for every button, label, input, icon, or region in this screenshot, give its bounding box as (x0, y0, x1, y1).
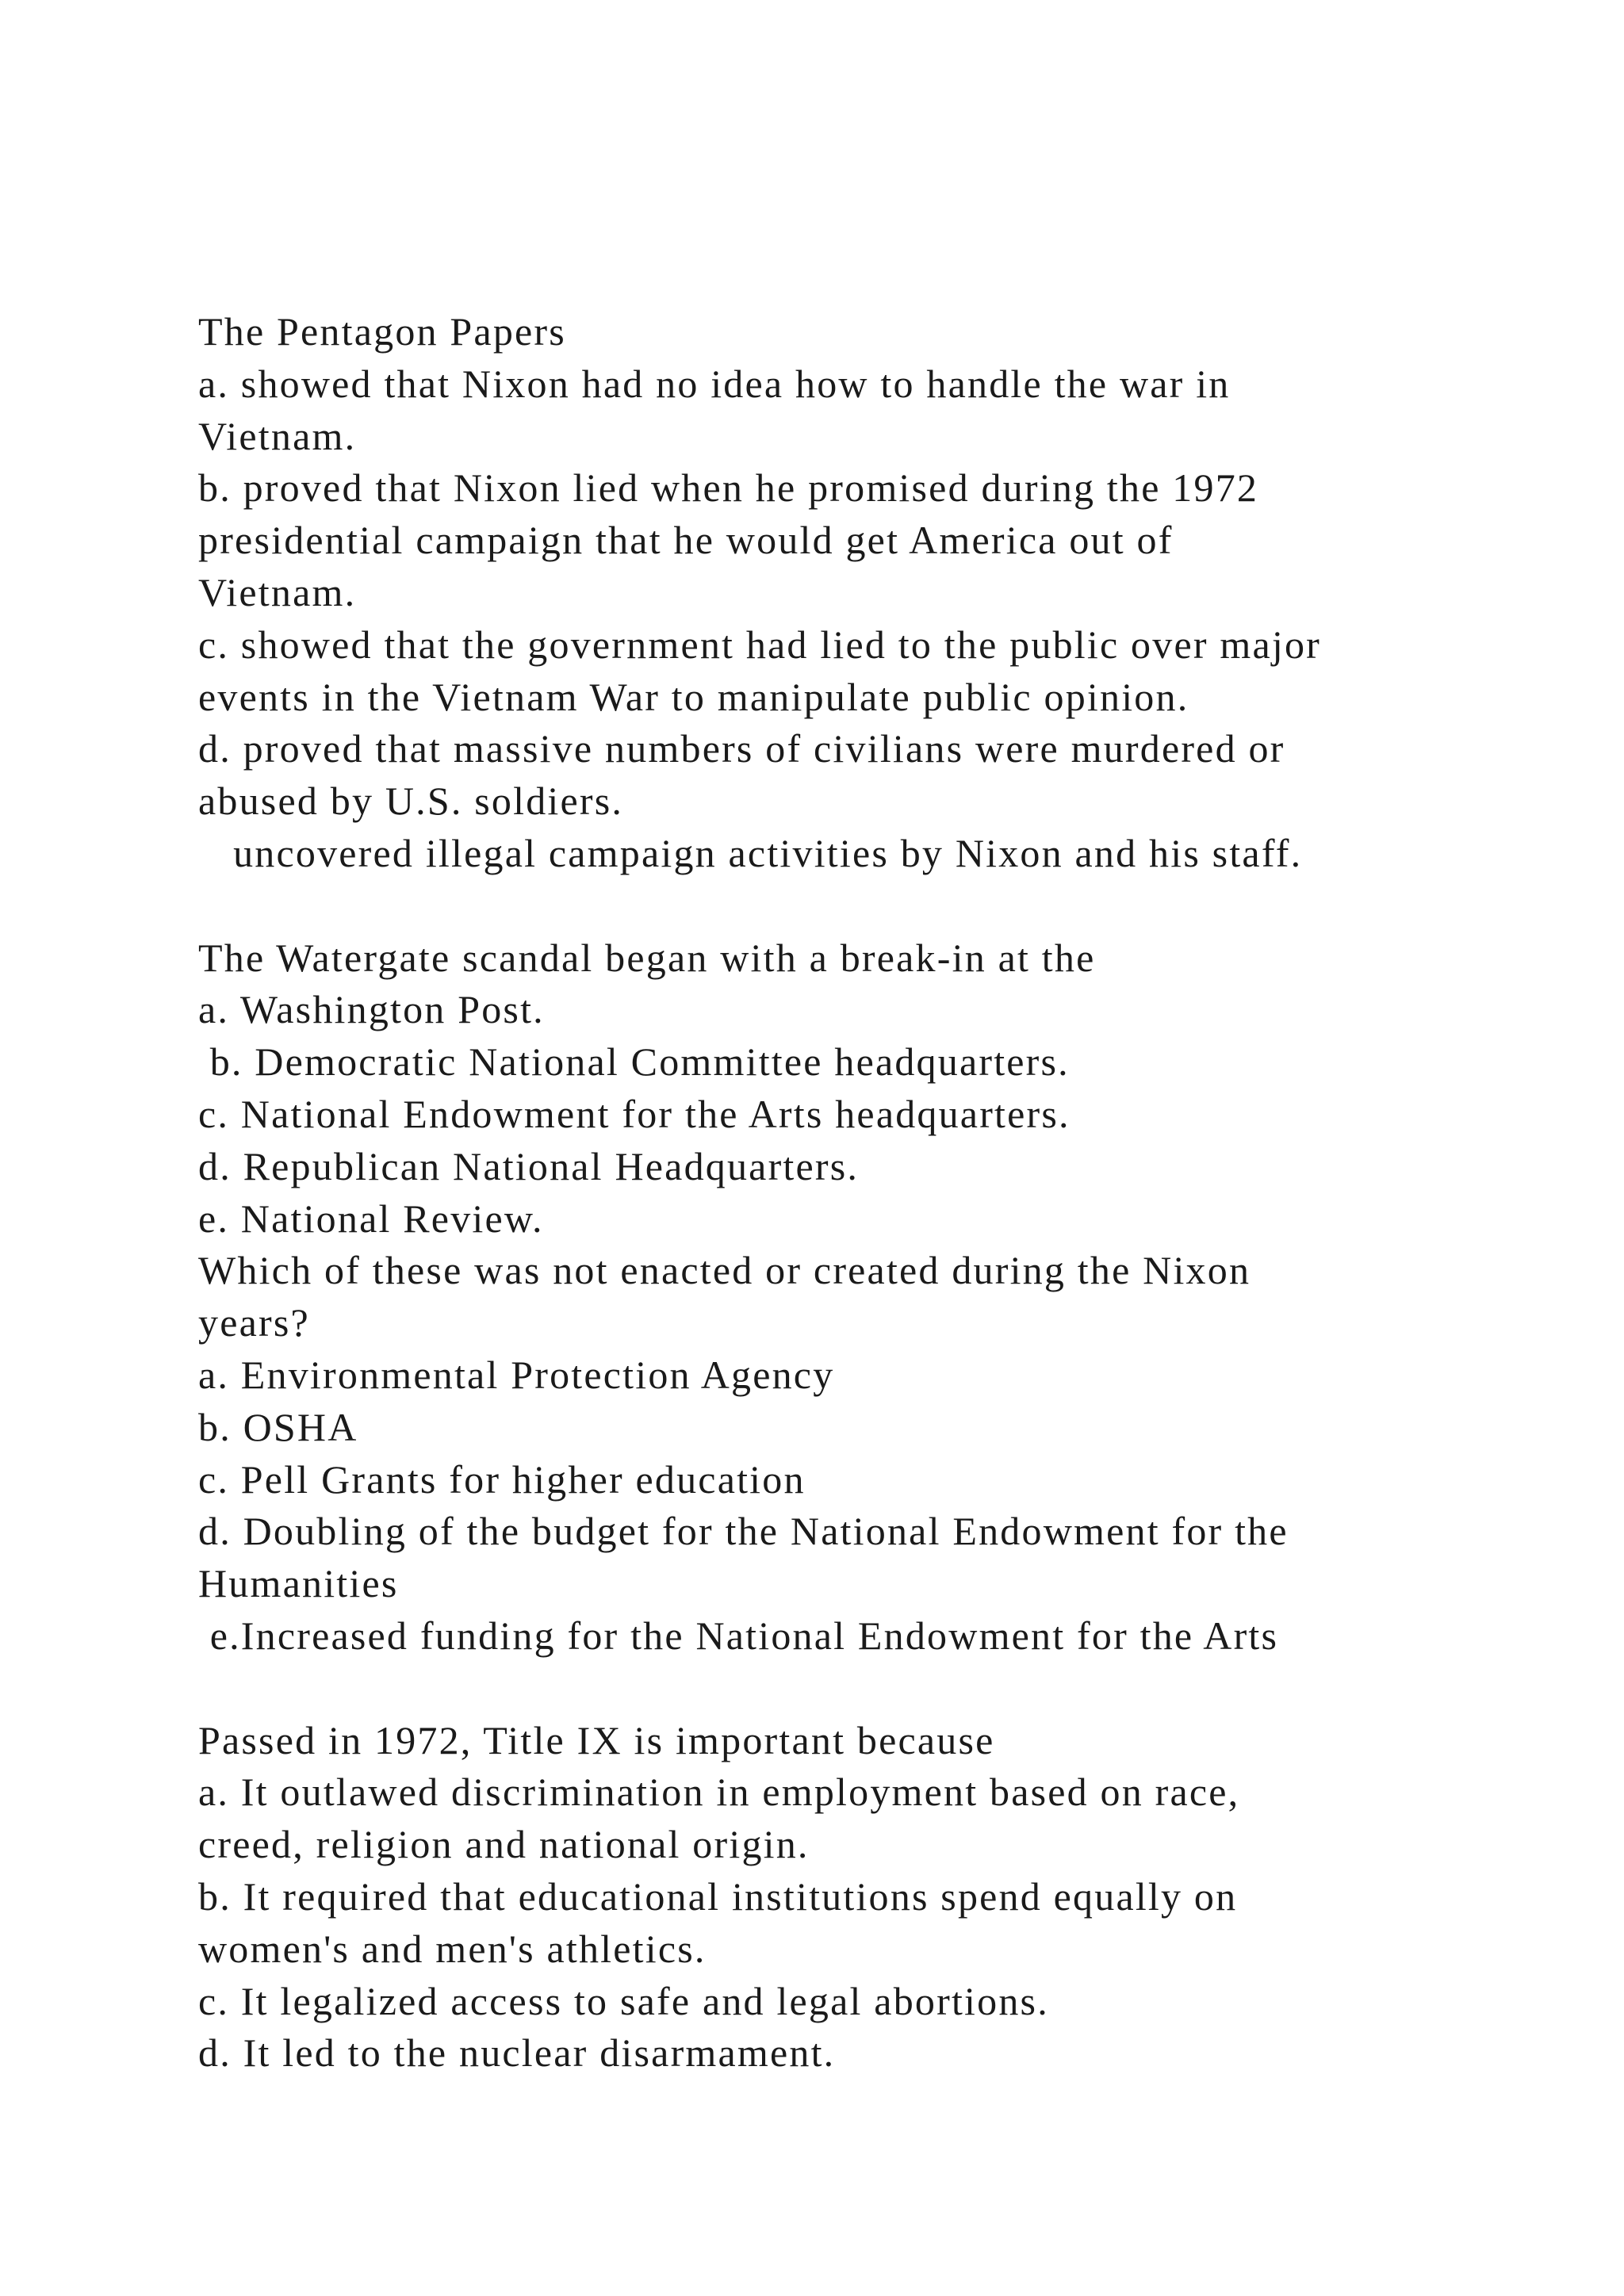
answer-option: d. It led to the nuclear disarmament. (198, 2030, 836, 2076)
answer-option-continuation: women's and men's athletics. (198, 1926, 707, 1971)
answer-option: a. Environmental Protection Agency (198, 1352, 835, 1397)
answer-option-continuation: abused by U.S. soldiers. (198, 779, 624, 824)
question-heading-watergate: The Watergate scandal began with a break-in at the (198, 935, 1096, 980)
question-heading-title-ix: Passed in 1972, Title IX is important because (198, 1717, 995, 1762)
answer-option: e.Increased funding for the National Endowment for the Arts (198, 1613, 1279, 1658)
answer-option: a. It outlawed discrimination in employment based on race, (198, 1770, 1240, 1815)
answer-option-continuation: creed, religion and national origin. (198, 1822, 810, 1867)
answer-option-continuation: Humanities (198, 1561, 399, 1606)
answer-option: e. National Review. (198, 1196, 544, 1241)
answer-option: b. It required that educational institutions spend equally on (198, 1873, 1238, 1919)
blank-line (198, 880, 1499, 932)
answer-option-continuation: Vietnam. (198, 413, 357, 458)
blank-line (198, 1663, 1499, 1715)
answer-option: d. Republican National Headquarters. (198, 1143, 860, 1188)
answer-option-continuation: events in the Vietnam War to manipulate public opinion. (198, 674, 1189, 719)
answer-option: a. showed that Nixon had no idea how to handle the war in (198, 361, 1231, 406)
answer-option: b. proved that Nixon lied when he promised during the 1972 (198, 465, 1259, 511)
answer-option: b. Democratic National Committee headquarters. (198, 1039, 1070, 1085)
answer-option: uncovered illegal campaign activities by Nixon and his staff. (198, 830, 1303, 875)
question-heading-continuation: years? (198, 1300, 310, 1345)
answer-option-continuation: Vietnam. (198, 569, 357, 614)
question-heading-pentagon-papers: The Pentagon Papers (198, 309, 566, 354)
answer-option: d. proved that massive numbers of civilians were murdered or (198, 726, 1285, 771)
answer-option: c. showed that the government had lied to the public over major (198, 622, 1322, 667)
question-heading-nixon-years: Which of these was not enacted or created during the Nixon (198, 1248, 1251, 1293)
answer-option: a. Washington Post. (198, 987, 545, 1032)
answer-option: c. National Endowment for the Arts headquarters. (198, 1091, 1071, 1136)
answer-option: c. It legalized access to safe and legal abortions. (198, 1978, 1049, 2023)
answer-option: b. OSHA (198, 1404, 358, 1449)
answer-option: c. Pell Grants for higher education (198, 1456, 806, 1502)
document-text (198, 306, 1499, 2080)
answer-option: d. Doubling of the budget for the National Endowment for the (198, 1509, 1289, 1554)
answer-option-continuation: presidential campaign that he would get America out of (198, 518, 1174, 563)
